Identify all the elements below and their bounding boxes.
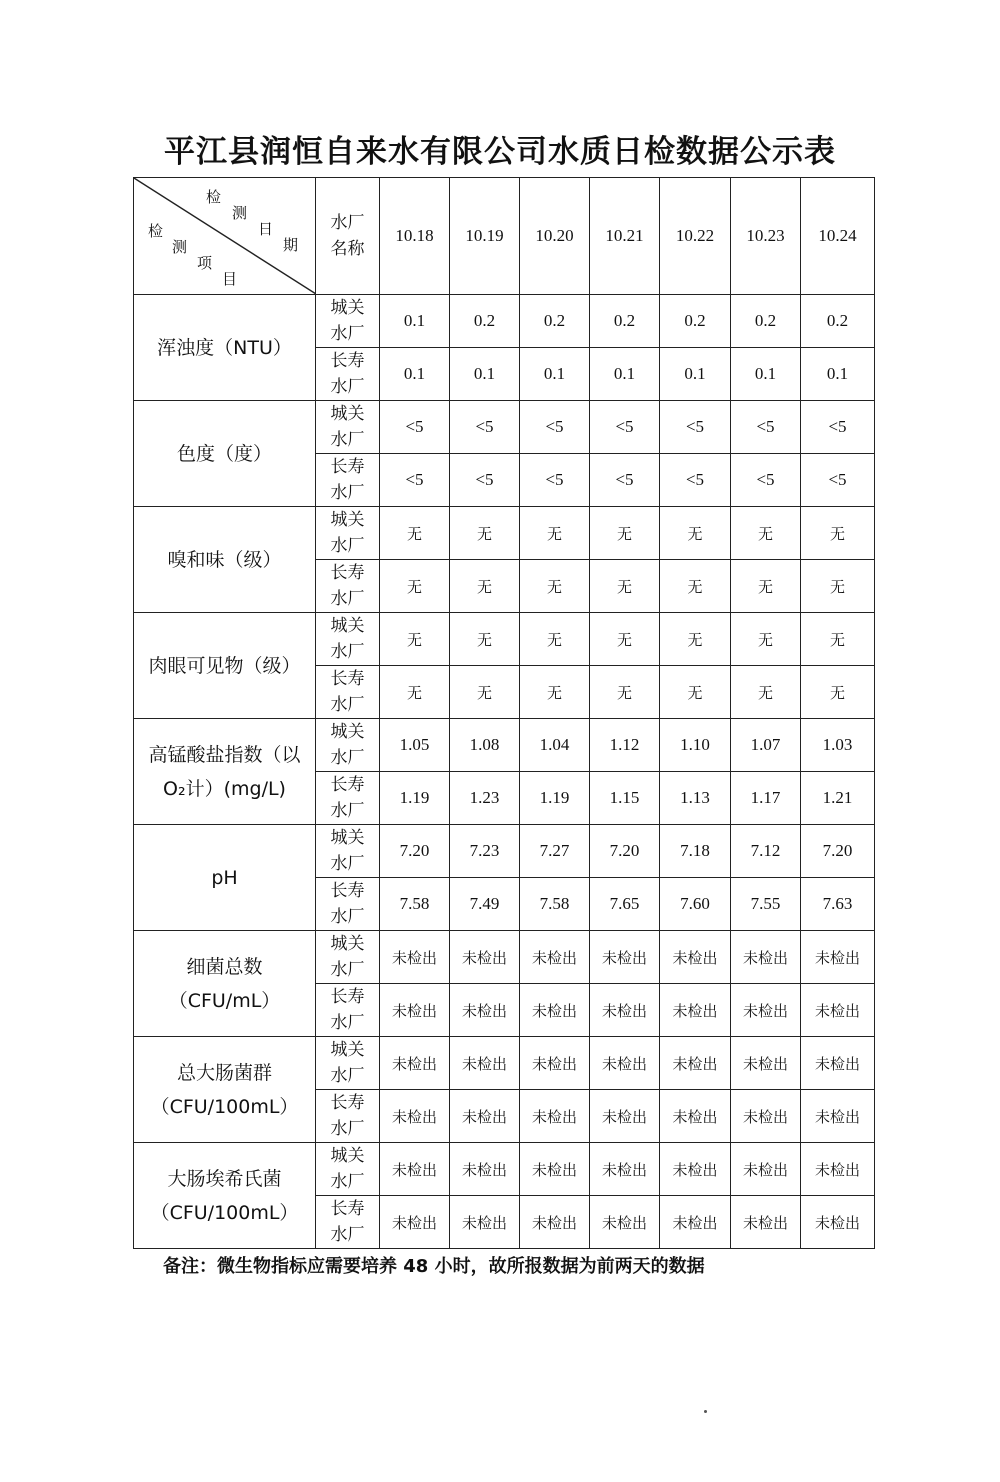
plant-name-line: 水厂 (330, 695, 365, 715)
value-cell: 1.04 (520, 719, 590, 772)
value-cell: 0.2 (590, 295, 660, 348)
value-cell: 无 (660, 560, 731, 613)
value-cell: 无 (520, 666, 590, 719)
plant-name-line: 城关 (330, 1146, 365, 1166)
scan-speck (704, 1410, 707, 1413)
value-cell: 无 (590, 560, 660, 613)
value-cell: 7.65 (590, 878, 660, 931)
corner-header-cell (134, 178, 316, 295)
value-cell: 未检出 (590, 1143, 660, 1196)
plant-name-line: 水厂 (330, 801, 365, 821)
value-cell: 无 (450, 560, 520, 613)
plant-name-line: 水厂 (330, 1225, 365, 1245)
value-cell: 无 (380, 560, 450, 613)
plant-name-line: 城关 (330, 934, 365, 954)
value-cell: 未检出 (380, 1143, 450, 1196)
plant-name-cell (316, 613, 380, 666)
value-cell: <5 (801, 401, 875, 454)
value-cell: 无 (520, 613, 590, 666)
value-cell: 未检出 (590, 1196, 660, 1249)
plant-name-line: 水厂 (330, 907, 365, 927)
value-cell: <5 (801, 454, 875, 507)
value-cell: 未检出 (450, 1037, 520, 1090)
value-cell: 无 (801, 507, 875, 560)
plant-name-line: 长寿 (330, 881, 365, 901)
value-cell: 1.17 (731, 772, 801, 825)
corner-bottom-char: 项 (197, 254, 213, 272)
plant-name-line: 水厂 (330, 1066, 365, 1086)
value-cell: 0.1 (380, 348, 450, 401)
value-cell: 无 (801, 666, 875, 719)
value-cell: 7.18 (660, 825, 731, 878)
plant-name-line: 水厂 (330, 536, 365, 556)
plant-name-cell (316, 719, 380, 772)
value-cell: 未检出 (520, 1196, 590, 1249)
table-row (134, 401, 875, 454)
value-cell: <5 (660, 454, 731, 507)
table-row (134, 719, 875, 772)
value-cell: 7.55 (731, 878, 801, 931)
value-cell: 未检出 (380, 984, 450, 1037)
value-cell: 无 (590, 613, 660, 666)
corner-bottom-char: 检 (148, 222, 164, 240)
value-cell: 未检出 (731, 931, 801, 984)
value-cell: 未检出 (450, 984, 520, 1037)
plant-name-line: 长寿 (330, 669, 365, 689)
test-item-label: pH (211, 866, 238, 889)
value-cell: 未检出 (590, 984, 660, 1037)
plant-name-line: 水厂 (330, 377, 365, 397)
value-cell: 未检出 (801, 1090, 875, 1143)
value-cell: 未检出 (520, 1090, 590, 1143)
value-cell: 1.21 (801, 772, 875, 825)
value-cell: 7.58 (520, 878, 590, 931)
value-cell: 7.20 (801, 825, 875, 878)
date-header: 10.19 (450, 178, 520, 295)
plant-name-line: 城关 (330, 1040, 365, 1060)
plant-name-line: 长寿 (330, 1093, 365, 1113)
test-item-cell (134, 719, 316, 825)
value-cell: 未检出 (450, 1196, 520, 1249)
plant-name-header-line: 名称 (330, 239, 365, 259)
value-cell: 7.23 (450, 825, 520, 878)
test-item-cell (134, 825, 316, 931)
value-cell: <5 (590, 401, 660, 454)
plant-name-line: 水厂 (330, 1119, 365, 1139)
test-item-cell (134, 613, 316, 719)
test-item-cell (134, 507, 316, 613)
value-cell: 7.58 (380, 878, 450, 931)
test-item-cell (134, 401, 316, 507)
plant-name-cell (316, 560, 380, 613)
value-cell: <5 (731, 401, 801, 454)
value-cell: 未检出 (590, 1090, 660, 1143)
value-cell: 无 (380, 507, 450, 560)
corner-top-char: 日 (258, 220, 274, 238)
water-quality-table (133, 177, 875, 1249)
value-cell: 7.20 (380, 825, 450, 878)
value-cell: 0.1 (801, 348, 875, 401)
value-cell: 1.19 (520, 772, 590, 825)
value-cell: 0.2 (731, 295, 801, 348)
value-cell: <5 (520, 454, 590, 507)
table-row (134, 507, 875, 560)
value-cell: 未检出 (380, 1090, 450, 1143)
value-cell: 0.2 (660, 295, 731, 348)
value-cell: 未检出 (801, 1143, 875, 1196)
plant-name-cell (316, 401, 380, 454)
value-cell: 0.1 (520, 348, 590, 401)
plant-name-header-line: 水厂 (330, 213, 365, 233)
date-header: 10.22 (660, 178, 731, 295)
value-cell: 无 (590, 507, 660, 560)
plant-name-line: 水厂 (330, 483, 365, 503)
value-cell: 无 (380, 613, 450, 666)
value-cell: 0.2 (450, 295, 520, 348)
value-cell: 无 (520, 507, 590, 560)
date-header: 10.20 (520, 178, 590, 295)
plant-name-line: 长寿 (330, 775, 365, 795)
value-cell: 未检出 (520, 931, 590, 984)
plant-name-line: 水厂 (330, 1013, 365, 1033)
value-cell: 7.63 (801, 878, 875, 931)
value-cell: 0.1 (731, 348, 801, 401)
value-cell: 0.1 (590, 348, 660, 401)
corner-bottom-char: 测 (172, 238, 188, 256)
value-cell: 1.19 (380, 772, 450, 825)
plant-name-cell (316, 295, 380, 348)
value-cell: 未检出 (520, 1143, 590, 1196)
value-cell: 未检出 (801, 1037, 875, 1090)
value-cell: 7.60 (660, 878, 731, 931)
table-row (134, 825, 875, 878)
value-cell: 无 (731, 666, 801, 719)
plant-name-cell (316, 666, 380, 719)
plant-name-cell (316, 454, 380, 507)
value-cell: 1.08 (450, 719, 520, 772)
test-item-label: 细菌总数 (186, 955, 263, 978)
plant-name-header (316, 178, 380, 295)
value-cell: 0.1 (380, 295, 450, 348)
plant-name-cell (316, 1196, 380, 1249)
value-cell: 未检出 (660, 1143, 731, 1196)
corner-bottom-char: 目 (222, 270, 238, 288)
value-cell: 未检出 (520, 984, 590, 1037)
value-cell: 未检出 (660, 1196, 731, 1249)
value-cell: 未检出 (731, 1090, 801, 1143)
value-cell: 未检出 (660, 1037, 731, 1090)
value-cell: 无 (520, 560, 590, 613)
value-cell: 0.1 (660, 348, 731, 401)
value-cell: 1.13 (660, 772, 731, 825)
page-title: 平江县润恒自来水有限公司水质日检数据公示表 (164, 134, 836, 170)
value-cell: 1.23 (450, 772, 520, 825)
value-cell: <5 (520, 401, 590, 454)
plant-name-cell (316, 931, 380, 984)
value-cell: <5 (590, 454, 660, 507)
test-item-cell (134, 931, 316, 1037)
value-cell: 7.20 (590, 825, 660, 878)
value-cell: 1.07 (731, 719, 801, 772)
plant-name-line: 城关 (330, 298, 365, 318)
value-cell: 无 (590, 666, 660, 719)
plant-name-cell (316, 1090, 380, 1143)
date-header: 10.18 (380, 178, 450, 295)
value-cell: 未检出 (450, 1143, 520, 1196)
value-cell: 未检出 (801, 1196, 875, 1249)
plant-name-line: 城关 (330, 722, 365, 742)
table-row (134, 295, 875, 348)
value-cell: 无 (731, 507, 801, 560)
test-item-label: 色度（度） (176, 442, 272, 465)
value-cell: 未检出 (590, 931, 660, 984)
date-header: 10.23 (731, 178, 801, 295)
value-cell: 无 (801, 560, 875, 613)
value-cell: 0.2 (520, 295, 590, 348)
value-cell: <5 (450, 401, 520, 454)
header-row (134, 178, 875, 295)
plant-name-cell (316, 507, 380, 560)
value-cell: 1.12 (590, 719, 660, 772)
value-cell: 未检出 (660, 931, 731, 984)
plant-name-line: 水厂 (330, 642, 365, 662)
plant-name-line: 城关 (330, 510, 365, 530)
test-item-cell (134, 295, 316, 401)
test-item-cell (134, 1037, 316, 1143)
value-cell: 7.27 (520, 825, 590, 878)
plant-name-line: 长寿 (330, 987, 365, 1007)
value-cell: 无 (660, 507, 731, 560)
plant-name-line: 城关 (330, 828, 365, 848)
value-cell: 无 (801, 613, 875, 666)
plant-name-line: 长寿 (330, 1199, 365, 1219)
test-item-label: 大肠埃希氏菌 (167, 1167, 282, 1190)
corner-top-char: 期 (283, 236, 299, 254)
test-item-label: 肉眼可见物（级） (148, 654, 301, 677)
plant-name-line: 水厂 (330, 748, 365, 768)
corner-top-char: 测 (232, 204, 248, 222)
value-cell: 未检出 (731, 1196, 801, 1249)
value-cell: 未检出 (731, 1037, 801, 1090)
plant-name-line: 水厂 (330, 589, 365, 609)
test-item-label: 总大肠菌群 (176, 1061, 272, 1084)
test-item-label: （CFU/100mL） (150, 1201, 299, 1224)
value-cell: 未检出 (731, 984, 801, 1037)
value-cell: 未检出 (801, 931, 875, 984)
value-cell: 1.10 (660, 719, 731, 772)
plant-name-cell (316, 1037, 380, 1090)
value-cell: <5 (660, 401, 731, 454)
plant-name-line: 水厂 (330, 324, 365, 344)
plant-name-line: 城关 (330, 404, 365, 424)
value-cell: <5 (380, 454, 450, 507)
value-cell: 未检出 (380, 931, 450, 984)
plant-name-line: 水厂 (330, 1172, 365, 1192)
date-header: 10.21 (590, 178, 660, 295)
plant-name-cell (316, 348, 380, 401)
test-item-label: （CFU/mL） (168, 989, 281, 1012)
value-cell: 未检出 (660, 984, 731, 1037)
value-cell: 无 (660, 666, 731, 719)
value-cell: 1.05 (380, 719, 450, 772)
value-cell: <5 (731, 454, 801, 507)
table-body (134, 178, 875, 1249)
plant-name-cell (316, 878, 380, 931)
plant-name-cell (316, 825, 380, 878)
value-cell: 未检出 (450, 1090, 520, 1143)
value-cell: 未检出 (731, 1143, 801, 1196)
value-cell: 未检出 (380, 1037, 450, 1090)
plant-name-line: 水厂 (330, 960, 365, 980)
plant-name-line: 长寿 (330, 563, 365, 583)
value-cell: 无 (380, 666, 450, 719)
footnote: 备注：微生物指标应需要培养 48 小时，故所报数据为前两天的数据 (163, 1256, 705, 1277)
value-cell: 未检出 (801, 984, 875, 1037)
value-cell: <5 (450, 454, 520, 507)
value-cell: 无 (450, 507, 520, 560)
table-row (134, 613, 875, 666)
value-cell: 未检出 (590, 1037, 660, 1090)
plant-name-cell (316, 984, 380, 1037)
plant-name-line: 长寿 (330, 457, 365, 477)
value-cell: <5 (380, 401, 450, 454)
value-cell: 7.12 (731, 825, 801, 878)
test-item-label: O₂计）(mg/L) (163, 777, 286, 800)
plant-name-line: 水厂 (330, 854, 365, 874)
plant-name-line: 长寿 (330, 351, 365, 371)
value-cell: 未检出 (450, 931, 520, 984)
value-cell: 1.03 (801, 719, 875, 772)
value-cell: 无 (450, 666, 520, 719)
plant-name-cell (316, 772, 380, 825)
plant-name-line: 水厂 (330, 430, 365, 450)
value-cell: 未检出 (380, 1196, 450, 1249)
plant-name-cell (316, 1143, 380, 1196)
value-cell: 无 (731, 613, 801, 666)
table-row (134, 1143, 875, 1196)
test-item-cell (134, 1143, 316, 1249)
value-cell: 未检出 (520, 1037, 590, 1090)
value-cell: 无 (450, 613, 520, 666)
corner-top-char: 检 (206, 188, 222, 206)
test-item-label: （CFU/100mL） (150, 1095, 299, 1118)
value-cell: 未检出 (660, 1090, 731, 1143)
table-row (134, 931, 875, 984)
value-cell: 0.1 (450, 348, 520, 401)
table-row (134, 1037, 875, 1090)
value-cell: 无 (731, 560, 801, 613)
value-cell: 0.2 (801, 295, 875, 348)
test-item-label: 高锰酸盐指数（以 (148, 743, 301, 766)
test-item-label: 嗅和味（级） (167, 548, 282, 571)
date-header: 10.24 (801, 178, 875, 295)
value-cell: 1.15 (590, 772, 660, 825)
value-cell: 无 (660, 613, 731, 666)
value-cell: 7.49 (450, 878, 520, 931)
test-item-label: 浑浊度（NTU） (157, 336, 292, 359)
plant-name-line: 城关 (330, 616, 365, 636)
